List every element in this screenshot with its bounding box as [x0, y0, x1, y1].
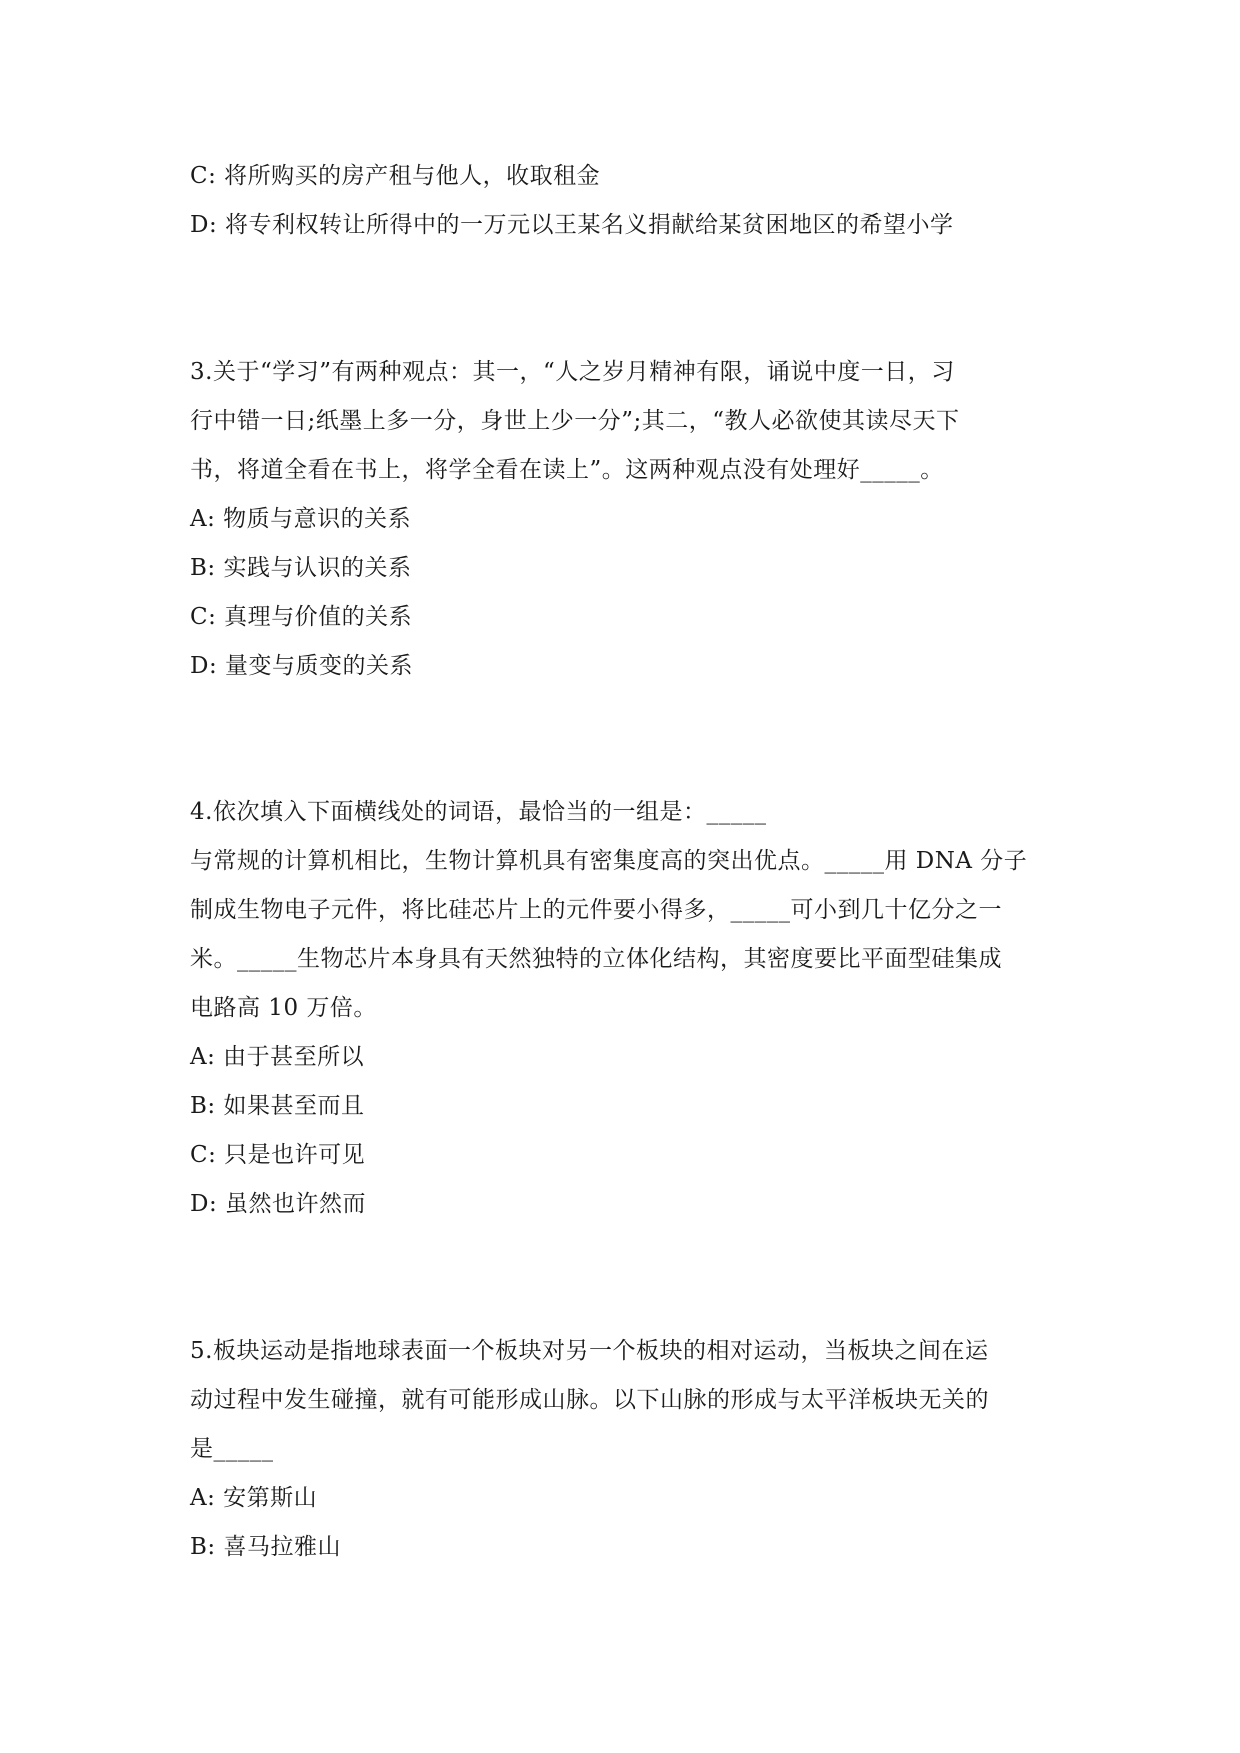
q4-option-a: A: 由于甚至所以	[190, 1044, 365, 1070]
q5-option-a: A: 安第斯山	[190, 1485, 318, 1511]
q3-stem-line-1: 3.关于“学习”有两种观点：其一，“人之岁月精神有限，诵说中度一日，习	[190, 359, 955, 385]
q3-option-d: D: 量变与质变的关系	[190, 653, 414, 679]
q2-option-d: D: 将专利权转让所得中的一万元以王某名义捐献给某贫困地区的希望小学	[190, 212, 954, 238]
q3-option-a: A: 物质与意识的关系	[190, 506, 412, 532]
q4-option-d: D: 虽然也许然而	[190, 1191, 367, 1217]
q4-stem-line-5: 电路高 10 万倍。	[190, 995, 377, 1021]
q5-stem-line-2: 动过程中发生碰撞，就有可能形成山脉。以下山脉的形成与太平洋板块无关的	[190, 1387, 989, 1413]
q4-stem-line-4: 米。_____生物芯片本身具有天然独特的立体化结构，其密度要比平面型硅集成	[190, 946, 1002, 972]
q2-option-c: C: 将所购买的房产租与他人，收取租金	[190, 163, 601, 189]
q5-stem-line-3: 是_____	[190, 1436, 274, 1462]
q4-option-c: C: 只是也许可见	[190, 1142, 366, 1168]
q4-stem-line-1: 4.依次填入下面横线处的词语，最恰当的一组是：_____	[190, 799, 767, 825]
q5-option-b: B: 喜马拉雅山	[190, 1534, 341, 1560]
q3-stem-line-3: 书，将道全看在书上，将学全看在读上”。这两种观点没有处理好_____。	[190, 457, 944, 483]
q4-option-b: B: 如果甚至而且	[190, 1093, 365, 1119]
q3-stem-line-2: 行中错一日;纸墨上多一分，身世上少一分”;其二，“教人必欲使其读尽天下	[190, 408, 960, 434]
q5-stem-line-1: 5.板块运动是指地球表面一个板块对另一个板块的相对运动，当板块之间在运	[190, 1338, 989, 1364]
q4-stem-line-3: 制成生物电子元件，将比硅芯片上的元件要小得多，_____可小到几十亿分之一	[190, 897, 1002, 923]
q3-option-c: C: 真理与价值的关系	[190, 604, 413, 630]
q3-option-b: B: 实践与认识的关系	[190, 555, 412, 581]
q4-stem-line-2: 与常规的计算机相比，生物计算机具有密集度高的突出优点。_____用 DNA 分子	[190, 848, 1028, 874]
